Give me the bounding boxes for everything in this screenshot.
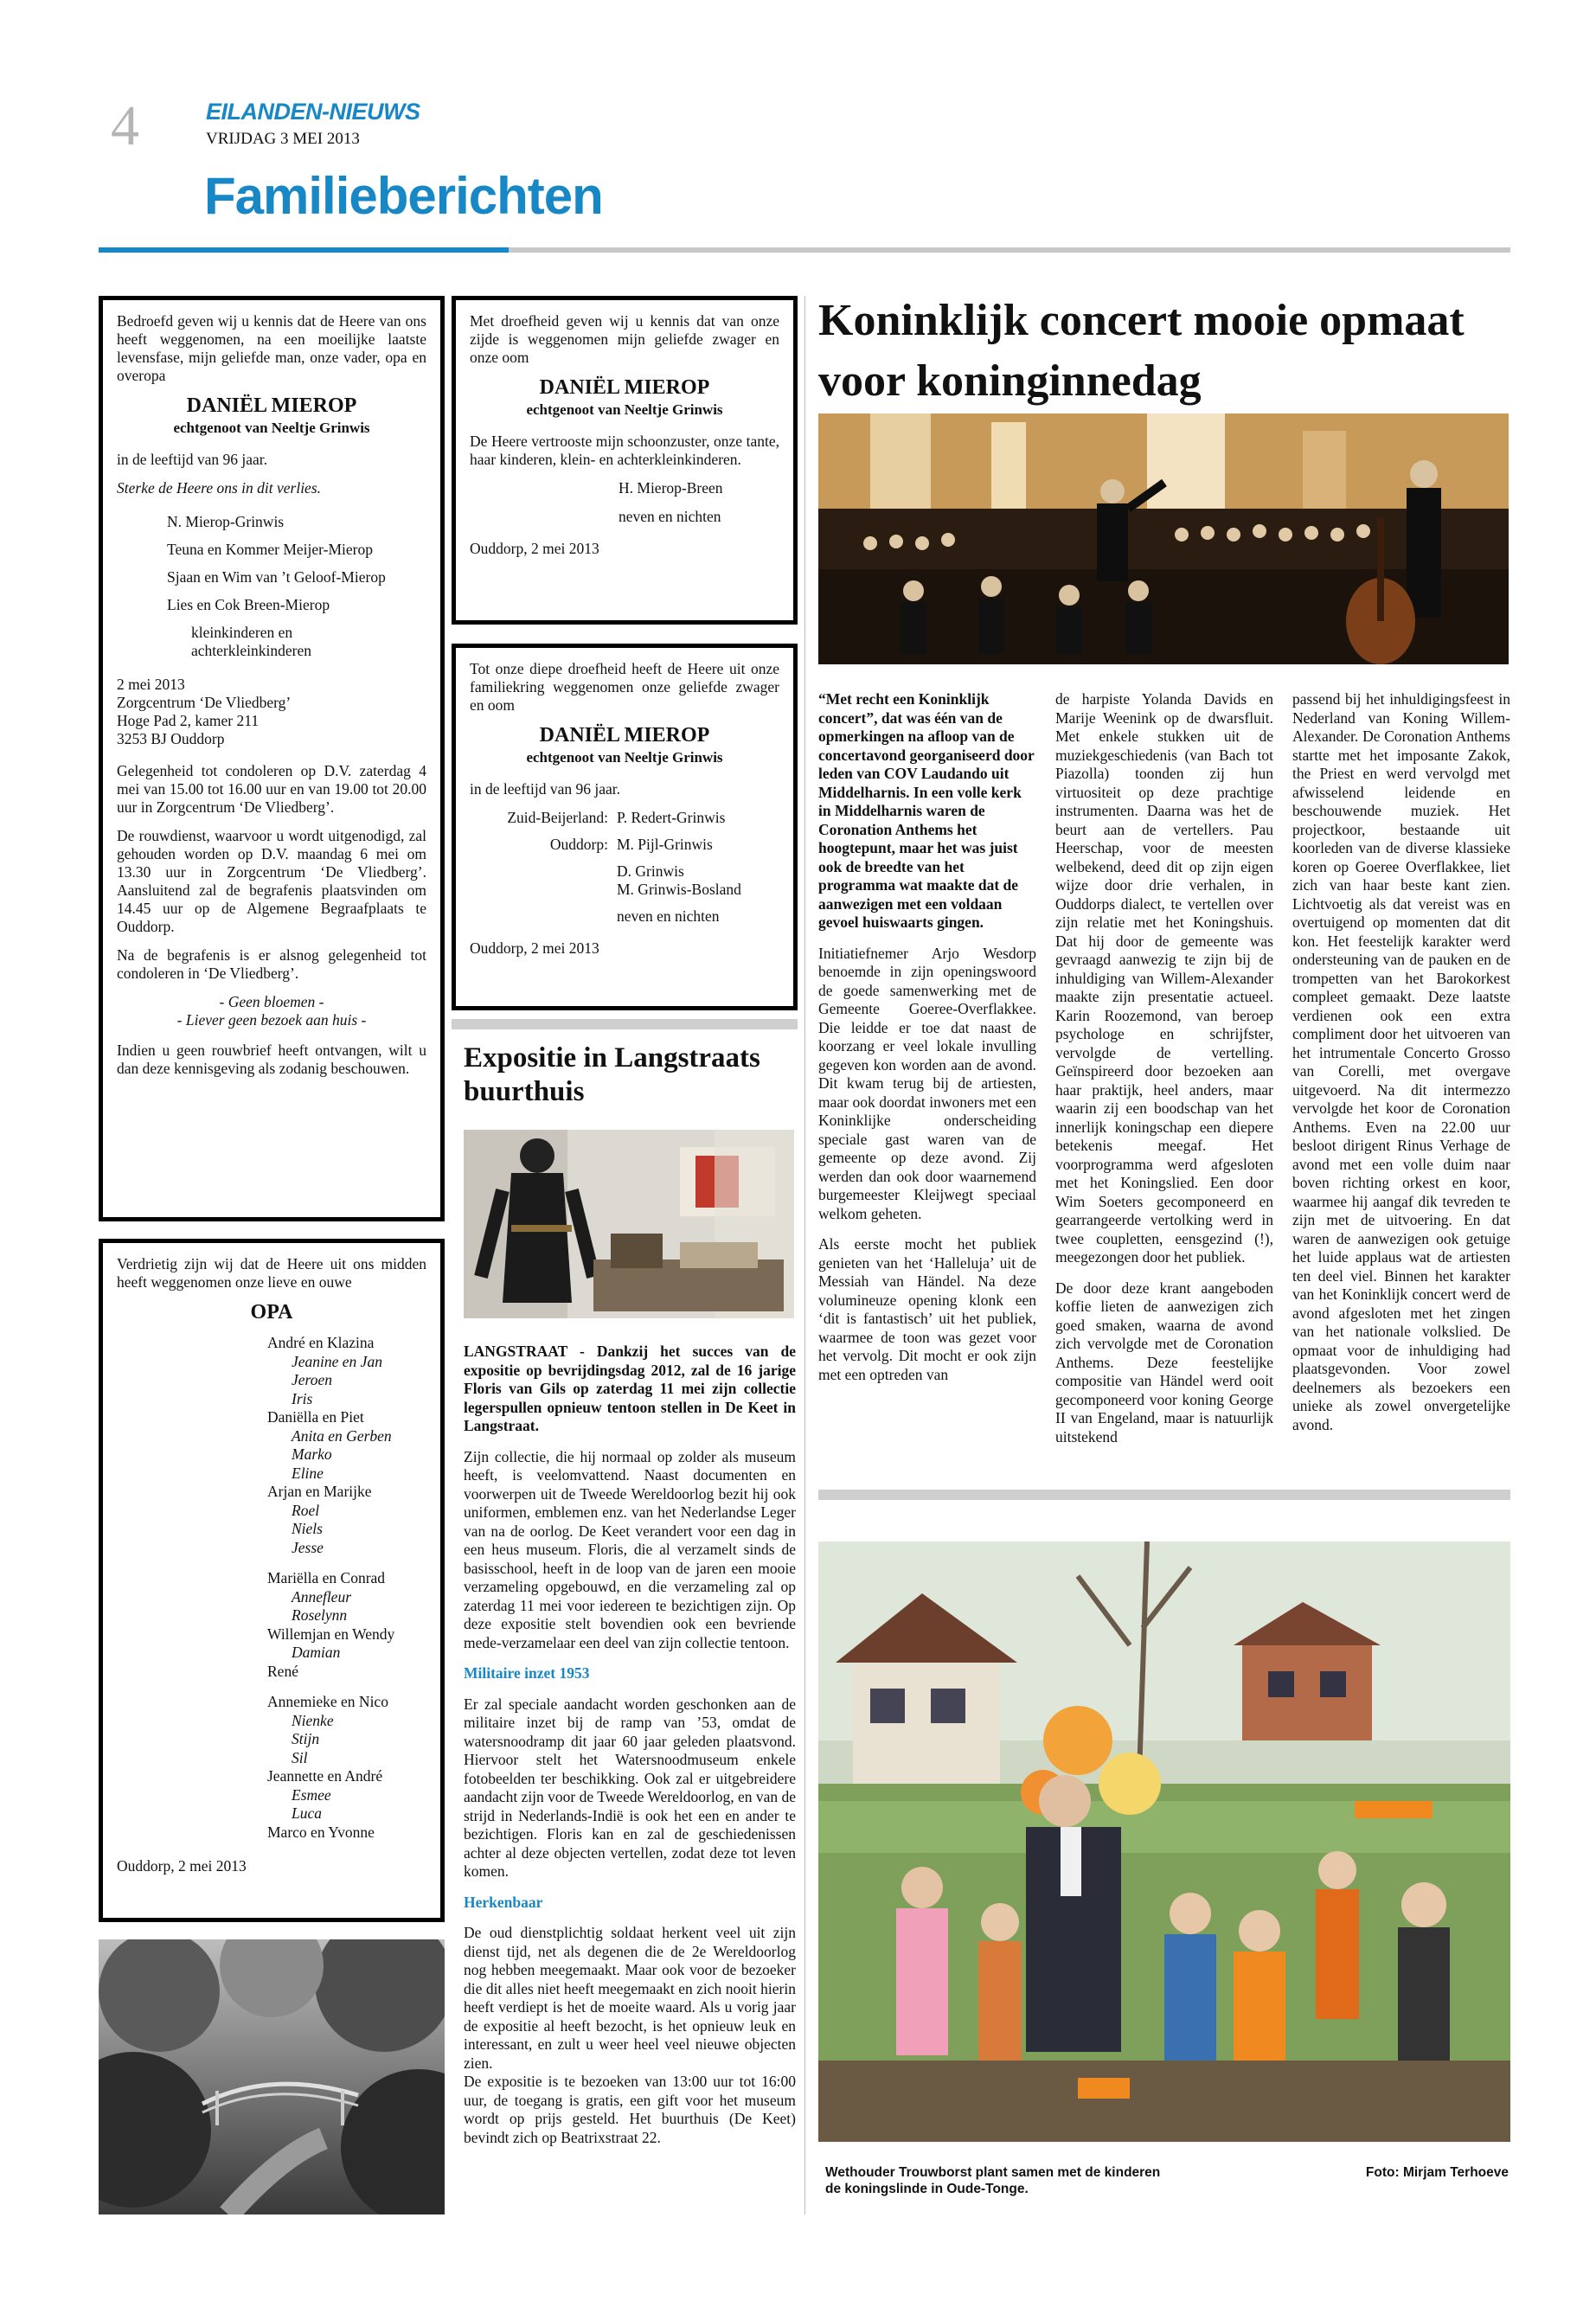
ad3-name: DANIËL MIEROP — [539, 724, 710, 747]
photo-caption-line: de koningslinde in Oude-Tonge. — [825, 2182, 1029, 2196]
ad1-flowers: - Geen bloemen - — [219, 993, 324, 1010]
photo-top-rule — [818, 1490, 1510, 1500]
column-divider — [804, 296, 805, 2214]
concert-column-3 — [1292, 690, 1510, 1446]
section-rule-accent — [99, 247, 509, 253]
ad1-verse: Sterke de Heere ons in dit verlies. — [117, 479, 322, 497]
expo-paragraph: Er zal speciale aandacht worden geschonken aan de militaire inzet bij de ramp van ’53, omdat de watersnoodramp dit jaar 60 jaar geleden plaatsvond. Hiervoor stelt het Watersnoodmuseum enkele fotobeelden ter beschikking. Ook zal er uitgebreidere aandacht zijn voor de Tweede Wereldoorlog, en van de strijd in Nederlands-Indië is ook het een en ander te bezichtigen. Floris kan en zal de geschiedenissen achter al deze objecten vertellen, zodat deze tot leven komen. — [464, 1695, 797, 1880]
concert-paragraph: de harpiste Yolanda Davids en Marije Weenink op de dwarsfluit. Met enkele stukken uit de muziekgeschiedenis (van Bach tot Piazolla) toonden zij hun virtuositeit op deze prachtige instrumenten. Daarna was het de beurt aan de vertellers. Pau Heerschap, voor de meesten welbekend, deed dit op zijn eigen wijze door drie verhalen, in Ouddorps dialect, te vertellen over zijn relatie met het Koningshuis. Dat hij door de gemeente was gevraagd aanwezig te zijn bij de inhuldiging van Willem-Alexander maakte zijn presentatie actueel. Karin Roozemond, van beroep psychologe en schrijfster, vervolgde de vertelling. Geïnspireerd door bezoeken aan haar praktijk, heel anders, maar waarin zij een boodschap van het innerlijk koningschap een diepere betekenis meegaf. Het voorprogramma werd afgesloten met het Koningslied. Een door Wim Soeters gecomponeerd en gearrangeerde vertolking werd in twee coupletten, eensgezind (!), meegezongen door het publiek. — [1055, 690, 1273, 1266]
expo-paragraph: Zijn collectie, die hij normaal op zolder als museum heeft, is veelomvattend. Naast documenten en voorwerpen uit de Tweede Wereldoorlog bezit hij ook uniformen, emblemen enz. van het Nederlandse Leger van na de oorlog. De Keet verandert voor een dag in een heus museum. Floris, die al verzamelt sinds de basisschool, heeft in de loop van de jaren een mooie verzameling opgebouwd, en die verzameling zal op zaterdag 11 mei voor iedereen te bezichtigen zijn. Op deze expositie stelt bovendien ook een bevriende mede-verzamelaar een deel van zijn collectie tentoon. — [464, 1447, 796, 1651]
obituary-ad-3 — [452, 644, 798, 1010]
ad1-address-line: Zorgcentrum ‘De Vliedberg’ — [117, 694, 292, 711]
ad1-condolence: Gelegenheid tot condoleren op D.V. zaterdag 4 mei van 15.00 tot 16.00 uur en van 19.00 tot 20.00 uur in Zorgcentrum ‘De Vliedberg’. — [117, 762, 426, 816]
ad4-child: Nienke — [292, 1711, 334, 1729]
ad4-child: Niels — [292, 1520, 323, 1537]
ad4-child: Jesse — [292, 1538, 324, 1556]
expo-photo — [464, 1130, 794, 1318]
expo-subhead: Herkenbaar — [464, 1893, 543, 1911]
page-number: 4 — [111, 94, 139, 157]
photo-caption — [825, 2164, 1310, 2197]
ad2-name: DANIËL MIEROP — [539, 376, 710, 399]
expo-subhead: Militaire inzet 1953 — [464, 1664, 590, 1682]
ad3-person: M. Grinwis-Bosland — [617, 881, 741, 898]
ad1-spouse: echtgenoot van Neeltje Grinwis — [173, 420, 370, 436]
ad4-child: Eline — [292, 1464, 324, 1482]
photo-caption-line: Wethouder Trouwborst plant samen met de kinderen — [825, 2165, 1161, 2180]
ad1-visits: - Liever geen bezoek aan huis - — [176, 1011, 367, 1029]
ad3-person: M. Pijl-Grinwis — [617, 836, 713, 853]
ad1-family-member: Sjaan en Wim van ’t Geloof-Mierop — [167, 568, 386, 586]
concert-photo — [818, 413, 1509, 664]
ad1-name: DANIËL MIEROP — [186, 394, 357, 417]
ad3-intro: Tot onze diepe droefheid heeft de Heere uit onze familiekring weggenomen onze geliefde zwager en oom — [470, 660, 779, 714]
ad2-text: De Heere vertrooste mijn schoonzuster, onze tante, haar kinderen, klein- en achterkleinkinderen. — [470, 433, 779, 468]
ad4-child: Anita en Gerben — [292, 1426, 392, 1445]
concert-paragraph: De door deze krant aangeboden koffie lieten de aanwezigen zich goed smaken, waarna de avond zich vervolgde met de Coronation Anthems. Deze feestelijke compositie van Händel werd ooit gecomponeerd voor koning George II van Engeland, maar is natuurlijk uitstekend — [1055, 1279, 1273, 1445]
ad1-intro: Bedroefd geven wij u kennis dat de Heere van ons heeft weggenomen, na een moeilijke laatste levensfase, mijn geliefde man, onze vader, opa en overopa — [117, 312, 426, 384]
concert-paragraph: passend bij het inhuldigingsfeest in Nederland van Koning Willem-Alexander. De Coronation Anthems startte met het imposante Zakok, the Priest en werd vervolgd met afwisselend leidende en beschouwende muziek. Het projectkoor, bestaande uit koorleden van de diverse klassieke koren op Goeree Overflakkee, liet zich van haar beste kant zien. Lichtvoetig als dat vereist was en overtuigend op momenten dat dit kon. Het feestelijk karakter werd ondersteuning van de pauken en de trompetten van het Barokorkest compleet gemaakt. Deze laatste verdienen ook een extra compliment door het uitvoeren van het intrumentale Concerto Grosso van Corelli, met overgave uitgevoerd. Na dit intermezzo vervolgde het koor de Coronation Anthems. Even na 22.00 uur besloot dirigent Rinus Verhage de avond met een volle duim naar boven richting orkest en koor, waarmee hij aangaf dik tevreden te zijn met de uitvoering. En dat waren de aanwezigen ook getuige het luide applaus wat de artiesten ten deel viel. Binnen het karakter van het Koninklijk concert werd de avond afgesloten met het zingen van het nationale volkslied. De opmaat voor de inhuldiging had plaatsgevonden. Voor zowel deelnemers als bezoekers een unieke als zowel onvergetelijke avond. — [1292, 690, 1510, 1433]
ad4-child: Esmee — [292, 1785, 331, 1804]
ad4-child: Annefleur — [292, 1587, 352, 1606]
ad1-address-line: 2 mei 2013 — [117, 676, 185, 693]
ad4-child: Iris — [292, 1389, 313, 1407]
obituary-ad-4 — [99, 1239, 445, 1922]
ad4-child: Roel — [292, 1501, 320, 1519]
ad1-family-member: Lies en Cok Breen-Mierop — [167, 596, 330, 613]
ad1-closing: Indien u geen rouwbrief heeft ontvangen, wilt u dan deze kennisgeving als zodanig beschouwen. — [117, 1042, 426, 1077]
ad1-family-member: Teuna en Kommer Meijer-Mierop — [167, 541, 373, 558]
ad4-parents: Arjan en Marijke — [267, 1483, 372, 1500]
ad2-place-date: Ouddorp, 2 mei 2013 — [470, 540, 599, 557]
ad3-place-date: Ouddorp, 2 mei 2013 — [470, 939, 599, 957]
photo-credit: Foto: Mirjam Terhoeve — [1365, 2165, 1509, 2180]
ad4-parents: Willemjan en Wendy — [267, 1625, 395, 1643]
ad1-address-line: 3253 BJ Ouddorp — [117, 730, 225, 747]
ad2-relatives: neven en nichten — [619, 508, 721, 525]
concert-paragraph: Als eerste mocht het publiek genieten van het ‘Halleluja’ uit de Messiah van Händel. Na deze volumineuze opening klonk een ‘dit is fantastisch’ uit het publiek, waarmee de toon was gezet voor het vervolg. Dit mocht er ook zijn met een optreden van — [818, 1235, 1036, 1383]
concert-paragraph: Initiatiefnemer Arjo Wesdorp benoemde in zijn openingswoord de goede samenwerking met de Gemeente Goeree-Overflakkee. Die leidde er toe dat naast de koorzang er veel lokale invulling gegeven kon worden aan de avond. Dit kwam terug bij de artiesten, maar ook doordat inwoners met een Koninklijke onderscheiding speciale gast waren van de gemeente op deze avond. Zij werden dan ook door waarnemend burgemeester Kleijwegt speciaal welkom geheten. — [818, 944, 1036, 1222]
expo-paragraph: De oud dienstplichtig soldaat herkent veel uit zijn dienst tijd, net als degenen die de 2e Wereldoorlog nog hebben meegemaakt. Maar ook voor de bezoeker die dit alles niet heeft meegemaakt en zich nooit hierin heeft verdiept is het de moeite waard. Als u vorig jaar de expositie al heeft bezocht, is het opnieuw leuk en interessant, en zult u weer heel veel nieuwe objecten zien. — [464, 1924, 796, 2072]
ad4-parents: Marco en Yvonne — [267, 1823, 375, 1841]
ad4-parents: Annemieke en Nico — [267, 1693, 388, 1710]
expo-top-rule — [452, 1019, 798, 1029]
ad4-child: Roselynn — [292, 1606, 348, 1624]
ad3-place: Ouddorp: — [549, 836, 608, 853]
expo-lead: LANGSTRAAT - Dankzij het succes van de expositie op bevrijdingsdag 2012, zal de 16 jarige Floris van Gils op zaterdag 11 mei zijn collectie legerspullen opnieuw tentoon stellen in De Keet in Langstraat. — [464, 1343, 796, 1434]
ad4-child: Jeanine en Jan — [292, 1352, 382, 1370]
ad4-parents: Daniëlla en Piet — [267, 1408, 364, 1426]
ad4-parents: Jeannette en André — [267, 1767, 383, 1785]
ad4-parents: André en Klazina — [267, 1334, 375, 1351]
ad4-child: Jeroen — [292, 1371, 332, 1388]
ad1-grandchildren: kleinkinderen en achterkleinkinderen — [191, 624, 311, 659]
ad3-person: D. Grinwis — [617, 862, 684, 880]
ad4-intro: Verdrietig zijn wij dat de Heere uit ons midden heeft weggenomen onze lieve en ouwe — [117, 1255, 426, 1291]
ad4-parents: Mariëlla en Conrad — [267, 1569, 386, 1586]
ad2-signer: H. Mierop-Breen — [619, 479, 723, 497]
section-title: Familieberichten — [204, 167, 603, 225]
concert-lead: “Met recht een Koninklijk concert”, dat was één van de opmerkingen na afloop van de concertavond georganiseerd door leden van COV Laudando uit Middelharnis. In een volle kerk in Middelharnis waren de Coronation Anthems het hoogtepunt, maar het was juist ook de breedte van het programma wat maakte dat de aanwezigen met een voldaan gevoel huiswaarts gingen. — [818, 690, 1035, 931]
ad3-place: Zuid-Beijerland: — [507, 809, 608, 826]
newspaper-logo: EILANDEN-NIEUWS — [206, 99, 420, 125]
ad4-family-list — [117, 1334, 426, 1842]
ad4-child: Marko — [292, 1445, 332, 1463]
landscape-photo — [99, 1939, 445, 2214]
expo-article — [464, 1343, 796, 2159]
ad3-spouse: echtgenoot van Neeltje Grinwis — [526, 749, 723, 766]
ad3-relatives: neven en nichten — [617, 907, 720, 925]
ad1-address-line: Hoge Pad 2, kamer 211 — [117, 712, 260, 729]
issue-date: VRIJDAG 3 MEI 2013 — [206, 130, 360, 148]
ad2-intro: Met droefheid geven wij u kennis dat van onze zijde is weggenomen mijn geliefde zwager en onze oom — [470, 312, 779, 366]
ad1-family-member: N. Mierop-Grinwis — [167, 513, 285, 530]
ad2-spouse: echtgenoot van Neeltje Grinwis — [526, 401, 723, 418]
ad4-child: Luca — [292, 1804, 322, 1822]
tree-planting-photo — [818, 1541, 1510, 2142]
concert-column-2 — [1055, 690, 1273, 1458]
concert-column-1 — [818, 690, 1036, 1396]
ad4-child: Damian — [292, 1644, 341, 1661]
expo-paragraph: De expositie is te bezoeken van 13:00 uur tot 16:00 uur, de toegang is gratis, een gift voor het museum wordt op prijs gesteld. Het buurthuis (De Keet) bevindt zich op Beatrixstraat 22. — [464, 2073, 796, 2146]
expo-headline: Expositie in Langstraats buurthuis — [464, 1042, 760, 1107]
obituary-ad-2 — [452, 296, 798, 625]
ad4-place-date: Ouddorp, 2 mei 2013 — [117, 1857, 247, 1875]
ad4-child: Sil — [292, 1748, 308, 1766]
ad1-service: De rouwdienst, waarvoor u wordt uitgenodigd, zal gehouden worden op D.V. maandag 6 mei om 13.30 uur in Zorgcentrum ‘De Vliedberg’. Aansluitend zal de begrafenis plaatsvinden om 14.45 uur op de Algemene Begraafplaats te Ouddorp. — [117, 827, 426, 935]
ad4-child: Stijn — [292, 1730, 320, 1747]
section-rule — [509, 247, 1510, 253]
ad1-age: in de leeftijd van 96 jaar. — [117, 451, 267, 468]
obituary-ad-1 — [99, 296, 445, 1221]
ad1-after: Na de begrafenis is er alsnog gelegenheid tot condoleren in ‘De Vliedberg’. — [117, 946, 426, 982]
ad3-person: P. Redert-Grinwis — [617, 809, 726, 826]
ad4-parents: René — [267, 1662, 298, 1680]
ad3-age: in de leeftijd van 96 jaar. — [470, 780, 620, 798]
concert-headline: Koninklijk concert mooie opmaat voor koninginnedag — [818, 296, 1465, 406]
ad4-title: OPA — [250, 1301, 293, 1324]
